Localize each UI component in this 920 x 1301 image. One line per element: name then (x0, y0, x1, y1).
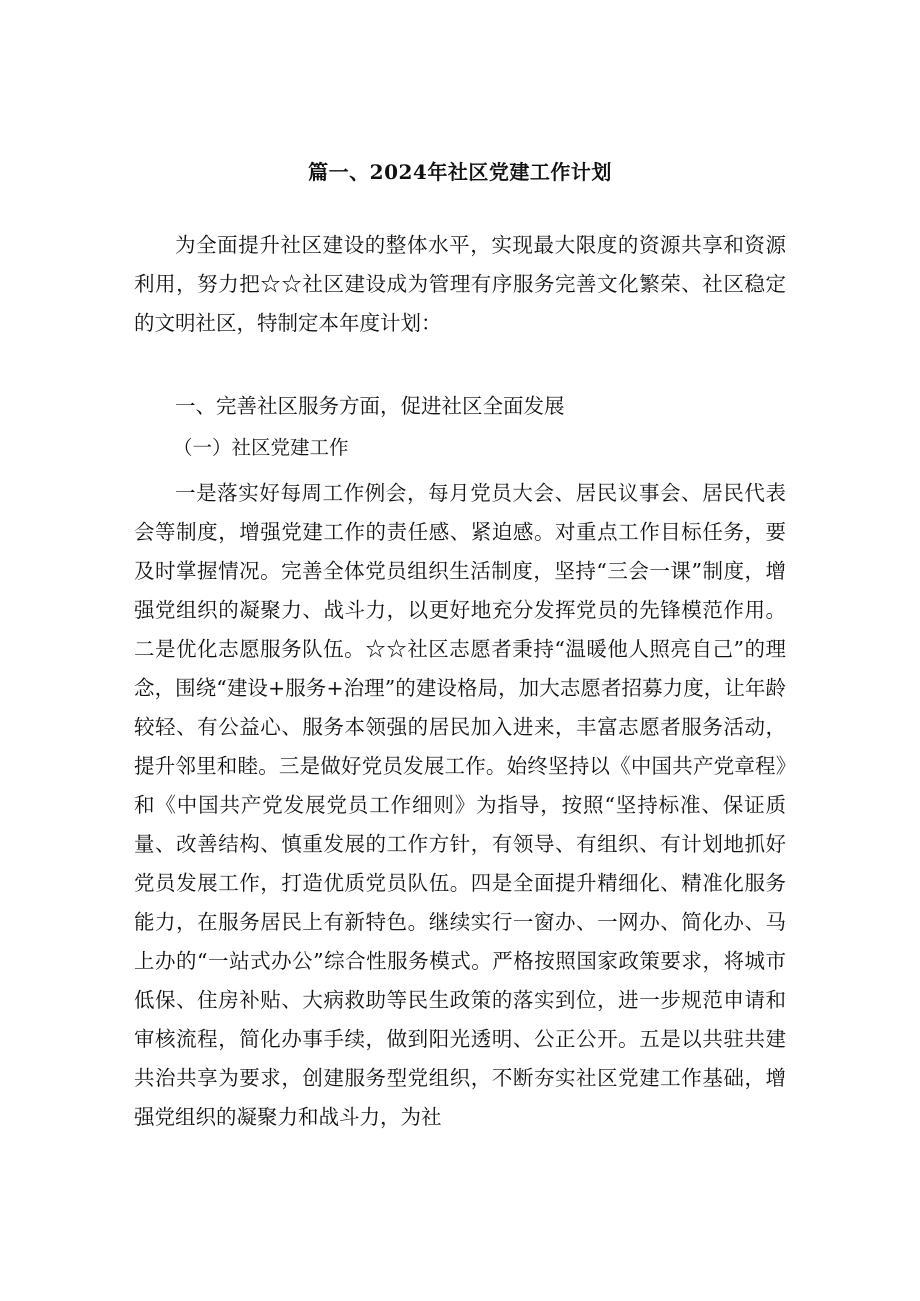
section-heading: 一、完善社区服务方面，促进社区全面发展 (175, 394, 565, 418)
body-paragraph: 一是落实好每周工作例会，每月党员大会、居民议事会、居民代表会等制度，增强党建工作的责任感、紧迫感。对重点工作目标任务，要及时掌握情况。完善全体党员组织生活制度，坚持“三会一课”制度，增强党组织的凝聚力、战斗力，以更好地充分发挥党员的先锋模范作用。二是优化志愿服务队伍。☆☆社区志愿者秉持“温暖他人照亮自己”的理念，围绕“建设+服务+治理”的建设格局，加大志愿者招募力度，让年龄较轻、有公益心、服务本领强的居民加入进来，丰富志愿者服务活动，提升邻里和睦。三是做好党员发展工作。始终坚持以《中国共产党章程》和《中国共产党发展党员工作细则》为指导，按照“坚持标准、保证质量、改善结构、慎重发展的工作方针，有领导、有组织、有计划地抓好党员发展工作，打造优质党员队伍。四是全面提升精细化、精准化服务能力，在服务居民上有新特色。继续实行一窗办、一网办、简化办、马上办的“一站式办公”综合性服务模式。严格按照国家政策要求，将城市低保、住房补贴、大病救助等民生政策的落实到位，进一步规范申请和审核流程，简化办事手续，做到阳光透明、公正公开。五是以共驻共建共治共享为要求，创建服务型党组织，不断夯实社区党建工作基础，增强党组织的凝聚力和战斗力，为社 (134, 481, 786, 1129)
intro-paragraph: 为全面提升社区建设的整体水平，实现最大限度的资源共享和资源利用，努力把☆☆社区建设成为管理有序服务完善文化繁荣、社区稳定的文明社区，特制定本年度计划： (134, 233, 786, 335)
main-block (134, 474, 786, 1137)
intro-block (134, 226, 786, 343)
subsection-heading: （一）社区党建工作 (173, 436, 349, 459)
document-title: 篇一、2024年社区党建工作计划 (308, 160, 612, 184)
